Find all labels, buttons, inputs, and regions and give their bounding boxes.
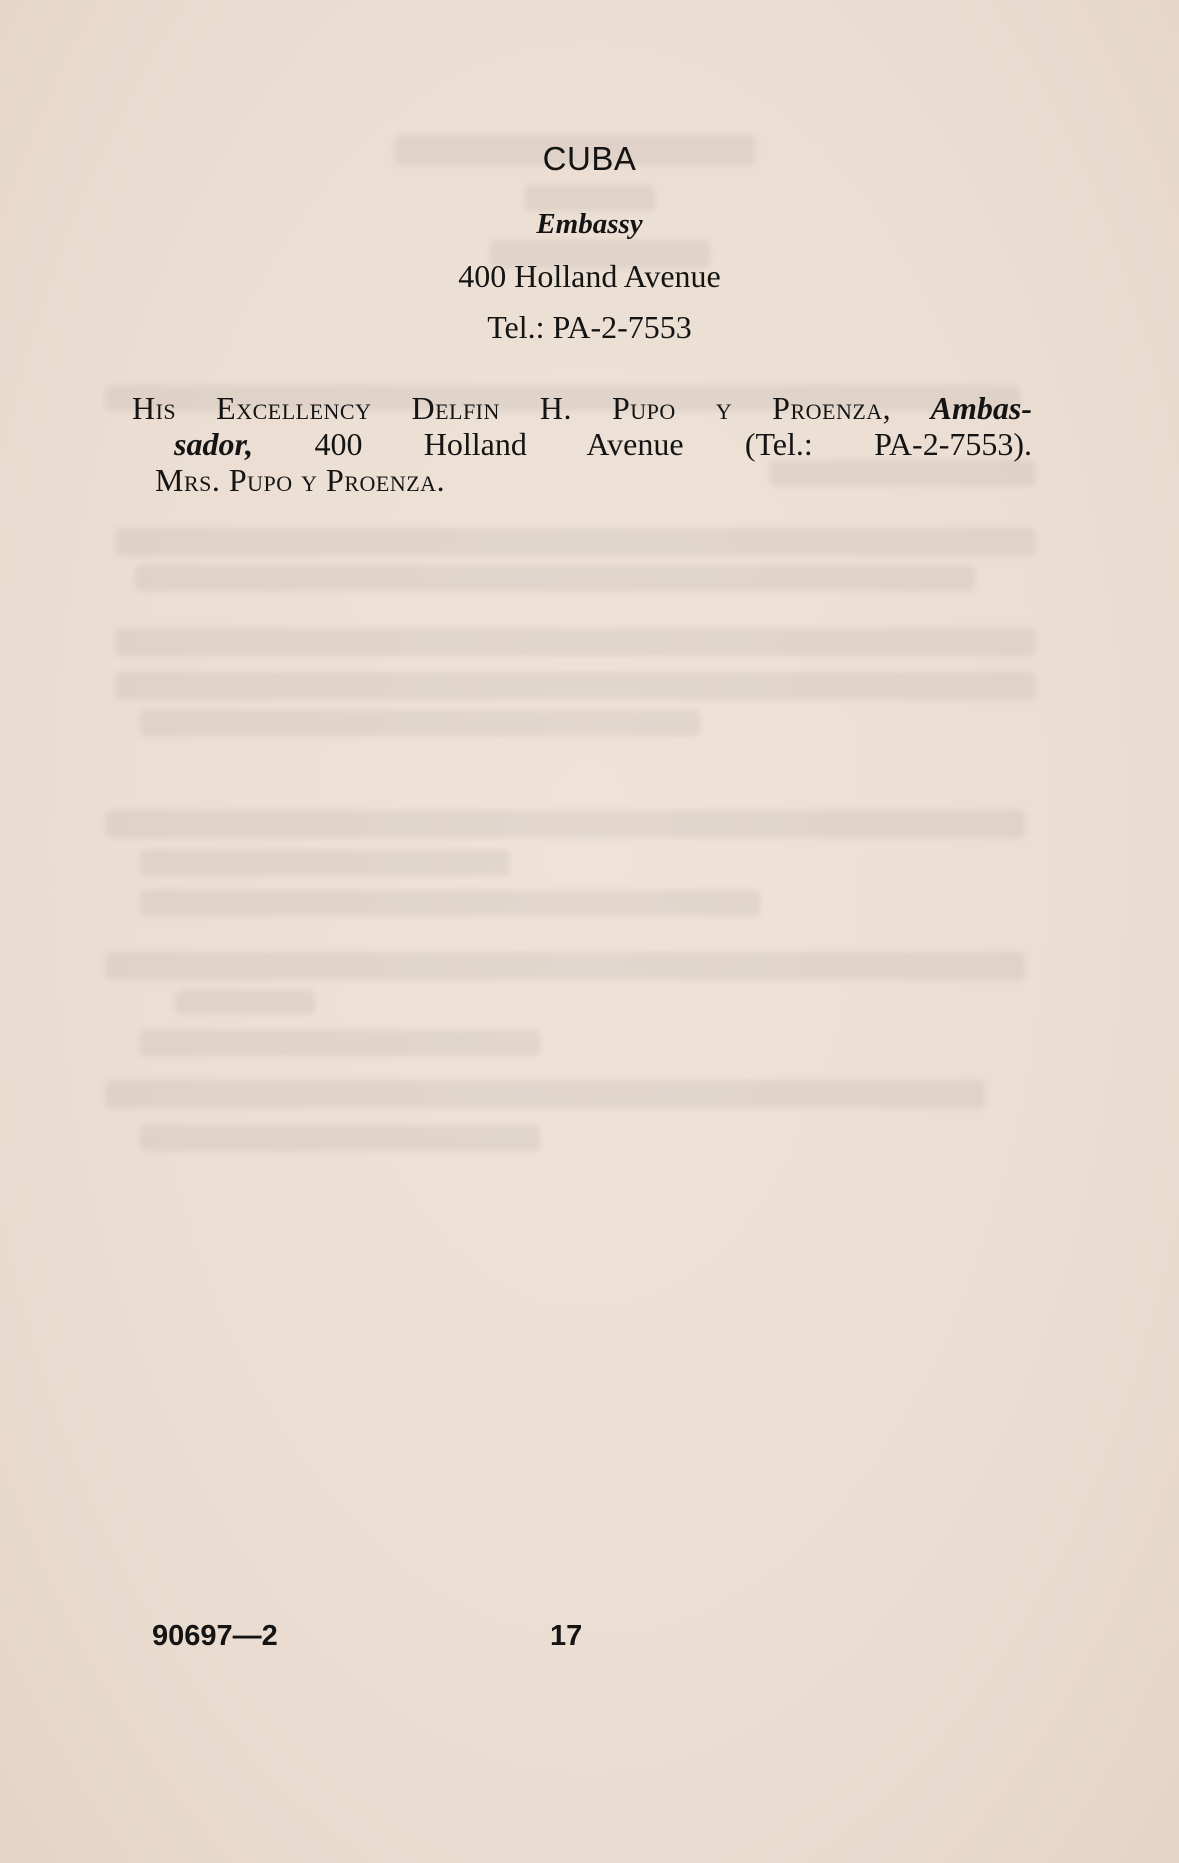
ambassador-entry — [132, 390, 1032, 462]
mission-address: 400 Holland Avenue — [458, 258, 721, 294]
ambassador-entry-line-2 — [132, 426, 1032, 462]
country-heading: CUBA — [542, 140, 637, 177]
ambassador-entry-line-1 — [132, 390, 1032, 426]
ambassador-name: His Excellency Delfin H. Pupo y Proenza, — [132, 390, 892, 426]
page-number: 17 — [550, 1620, 583, 1652]
spouse-entry: Mrs. Pupo y Proenza. — [155, 462, 446, 498]
ambassador-role-part-1: Ambas- — [930, 390, 1033, 426]
ambassador-role-part-2: sador, — [174, 426, 254, 462]
ambassador-details: 400 Holland Avenue (Tel.: PA-2-7553). — [314, 426, 1033, 462]
mission-telephone: Tel.: PA-2-7553 — [487, 309, 692, 345]
mission-type: Embassy — [536, 208, 643, 240]
print-code: 90697—2 — [152, 1620, 278, 1652]
